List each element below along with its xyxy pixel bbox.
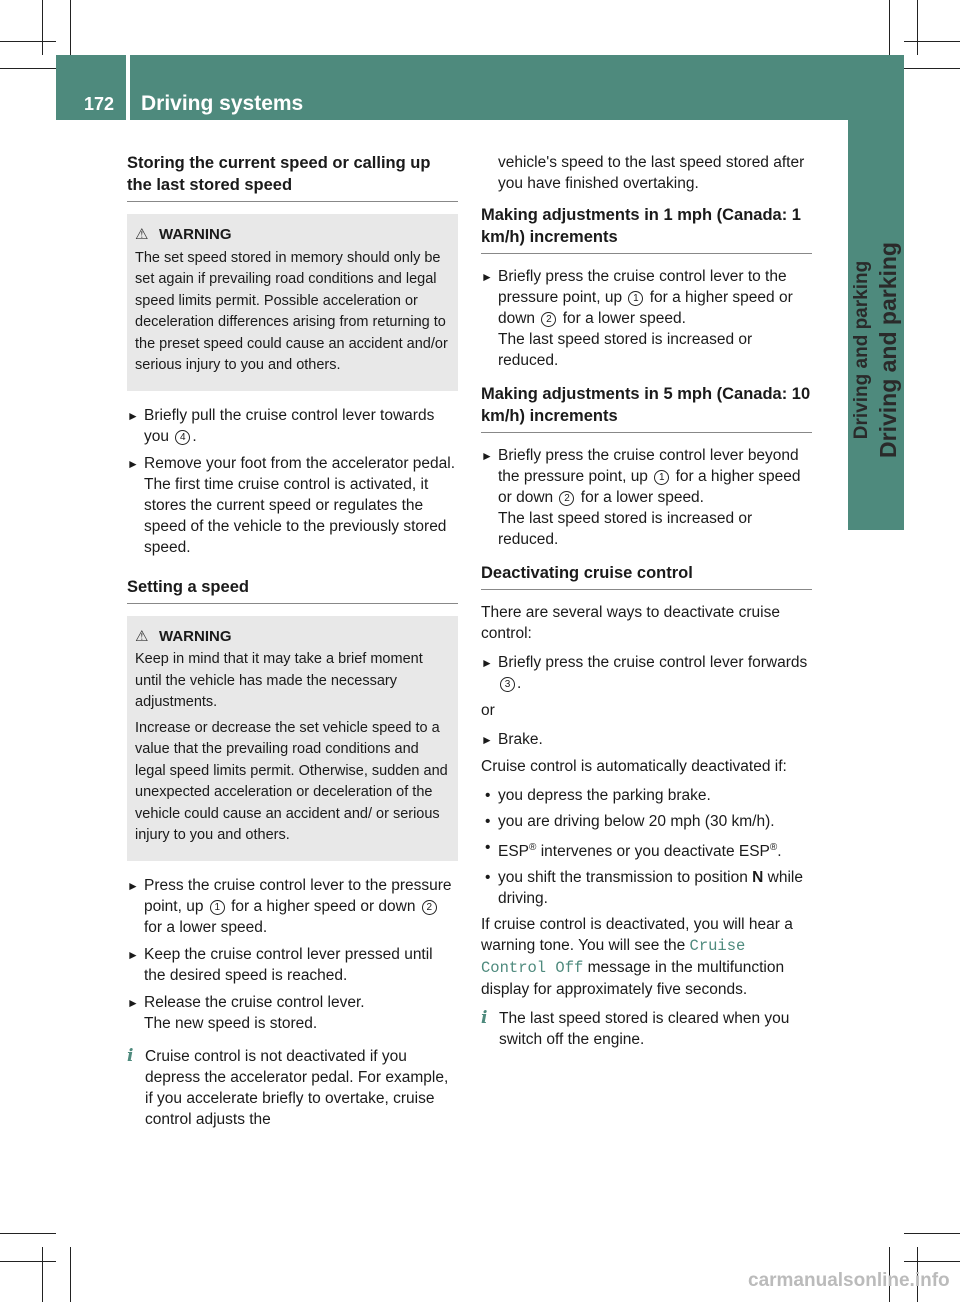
page-title: Driving systems [141, 92, 304, 115]
step-arrow-icon: ► [127, 408, 139, 423]
step-result: The last speed stored is increased or reduced. [498, 510, 753, 548]
paragraph: or [481, 702, 495, 719]
crop-mark [42, 1247, 43, 1302]
crop-mark [70, 0, 71, 55]
step-arrow-icon: ► [481, 733, 493, 747]
info-note: i Cruise control is not deactivated if you depress the accelerator pedal. For example, if you accelerate briefly to overtake, cruise control adjusts the [127, 1045, 449, 1128]
crop-mark [904, 68, 960, 69]
paragraph: If cruise control is deactivated, you will hear a warning tone. You will see the Cruise Control Off message in the multifunction display for approximately five seconds. [481, 916, 793, 999]
step-arrow-icon: ► [127, 947, 139, 962]
crop-mark [904, 41, 960, 42]
display-message: Cruise Control Off [481, 937, 746, 978]
bullet-icon: • [485, 813, 491, 830]
info-icon: i [127, 1045, 134, 1066]
crop-mark [70, 1247, 71, 1302]
step-result: The last speed stored is increased or reduced. [498, 331, 753, 369]
section-heading: Making adjustments in 1 mph (Canada: 1 km/h) increments [481, 204, 812, 254]
list-item: • ESP® intervenes or you deactivate ESP®. [485, 839, 782, 861]
instruction-step: ► Briefly pull the cruise control lever towards you 4 . [127, 406, 435, 445]
info-icon: i [481, 1008, 488, 1029]
step-result: The new speed is stored. [144, 1014, 318, 1032]
list-item: • you depress the parking brake. [485, 787, 711, 804]
section-heading: Storing the current speed or calling up the last stored speed [127, 152, 458, 202]
crop-mark [917, 0, 918, 55]
section-heading: Setting a speed [127, 576, 458, 604]
crop-mark [0, 1233, 56, 1234]
crop-mark [889, 0, 890, 55]
warning-label: WARNING [159, 627, 232, 645]
list-item: • you shift the transmission to position N while driving. [485, 869, 803, 908]
callout-number: 2 [422, 900, 437, 915]
section-heading: Making adjustments in 5 mph (Canada: 10 km/h) increments [481, 383, 812, 433]
bullet-icon: • [485, 869, 491, 887]
step-arrow-icon: ► [127, 878, 139, 893]
info-note-continued: vehicle's speed to the last speed stored after you have finished overtaking. [498, 154, 805, 192]
instruction-step: ► Brake. [481, 729, 812, 750]
warning-header [135, 626, 450, 648]
instruction-step: ► Press the cruise control lever to the pressure point, up 1 for a higher speed or down 2 for a lower speed. [127, 876, 452, 936]
step-arrow-icon: ► [481, 270, 493, 284]
page-number: 172 [84, 94, 115, 114]
section-heading: Deactivating cruise control [481, 562, 812, 590]
list-item: • you are driving below 20 mph (30 km/h). [485, 813, 775, 830]
warning-label: WARNING [159, 226, 232, 243]
callout-number: 1 [628, 291, 643, 306]
step-result: The first time cruise control is activated, it stores the current speed or regulates the speed of the vehicle to the previously stored speed. [144, 475, 447, 556]
callout-number: 3 [500, 677, 515, 692]
step-arrow-icon: ► [127, 995, 139, 1010]
warning-text: Keep in mind that it may take a brief moment until the vehicle has made the necessary adjustments. [135, 651, 423, 710]
crop-mark [904, 1261, 960, 1262]
crop-mark [42, 0, 43, 55]
bullet-icon: • [485, 839, 491, 856]
section-tab-line-1: Driving and parking [851, 260, 872, 440]
section-tab-line-2: Driving and parking [875, 242, 901, 458]
warning-triangle-icon: ⚠ [135, 226, 149, 243]
crop-mark [0, 41, 56, 42]
step-arrow-icon: ► [127, 456, 139, 471]
callout-number: 2 [541, 312, 556, 327]
warning-box [127, 214, 458, 391]
left-column [127, 152, 458, 1138]
instruction-step: ► Keep the cruise control lever pressed until the desired speed is reached. [127, 945, 433, 984]
callout-number: 1 [654, 470, 669, 485]
instruction-step: ► Remove your foot from the accelerator pedal. The first time cruise control is activated, it stores the current speed or regulates the speed of the vehicle to the previously stored speed. [127, 453, 458, 558]
watermark: carmanualsonline.info [748, 1270, 950, 1291]
step-arrow-icon: ► [481, 656, 493, 670]
instruction-step: ► Briefly press the cruise control lever to the pressure point, up 1 for a higher speed or down 2 for a lower speed. The last speed stored is increased or reduced. [481, 266, 812, 371]
paragraph: Cruise control is automatically deactivated if: [481, 758, 787, 775]
warning-header [135, 224, 450, 246]
paragraph: There are several ways to deactivate cruise control: [481, 604, 780, 642]
right-column [481, 152, 812, 1058]
info-note: i The last speed stored is cleared when you switch off the engine. [481, 1008, 790, 1049]
warning-triangle-icon: ⚠ [135, 627, 149, 645]
callout-number: 4 [175, 430, 190, 445]
instruction-step: ► Release the cruise control lever. The new speed is stored. [127, 992, 458, 1034]
step-arrow-icon: ► [481, 449, 493, 463]
warning-box [127, 616, 458, 861]
crop-mark [904, 1233, 960, 1234]
warning-text: The set speed stored in memory should only be set again if prevailing road conditions and legal speed limits permit. Possible acceleration or deceleration differences arising from returning to the preset speed could cause an accident and/or serious injury to you and others. [135, 249, 448, 373]
crop-mark [0, 68, 56, 69]
instruction-step: ► Briefly press the cruise control lever forwards 3 . [481, 654, 808, 692]
instruction-step: ► Briefly press the cruise control lever beyond the pressure point, up 1 for a higher speed or down 2 for a lower speed. The last speed stored is increased or reduced. [481, 445, 812, 550]
bullet-icon: • [485, 787, 491, 804]
crop-mark [0, 1261, 56, 1262]
warning-text: Increase or decrease the set vehicle speed to a value that the prevailing road conditions and legal speed limits permit. Otherwise, sudden and unexpected acceleration or deceleration of the vehicle could cause an accident and/ or serious injury to you and others. [135, 719, 448, 843]
header-separator [126, 55, 130, 120]
callout-number: 2 [559, 491, 574, 506]
callout-number: 1 [210, 900, 225, 915]
